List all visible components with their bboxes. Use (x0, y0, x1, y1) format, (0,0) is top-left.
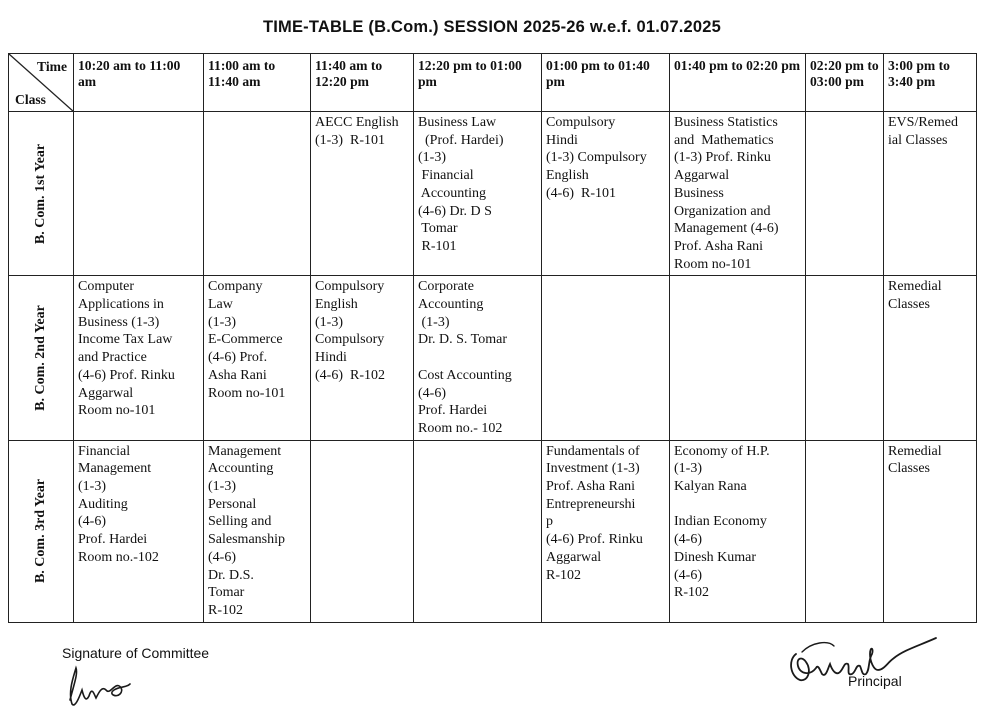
committee-signature (64, 664, 136, 710)
period-text: Computer Applications in Business (1-3) Income Tax Law and Practice (4-6) Prof. Rinku Aggarwal Room no-101 (78, 279, 175, 419)
period-cell (670, 112, 806, 276)
slot-header: 01:00 pm to 01:40 pm (542, 54, 670, 112)
period-text: Business Law (Prof. Hardei) (1-3) Financial Accounting (4-6) Dr. D S Tomar R-101 (418, 115, 504, 254)
corner-cell (9, 54, 74, 112)
period-cell (74, 276, 204, 440)
period-cell (311, 276, 414, 440)
period-text: Remedial Classes (888, 443, 942, 477)
document-title: TIME-TABLE (B.Com.) SESSION 2025-26 w.e.f. 01.07.2025 (262, 18, 722, 36)
period-text: Fundamentals of Investment (1-3) Prof. Asha Rani Entrepreneurshi p (4-6) Prof. Rinku Aggarwal R-102 (546, 443, 643, 583)
period-cell (204, 112, 311, 276)
period-cell (542, 440, 670, 622)
corner-class-label: Class (15, 92, 46, 107)
class-label-cell (9, 112, 74, 276)
class-row-2nd-year (9, 276, 977, 440)
period-text: Financial Management (1-3) Auditing (4-6) Prof. Hardei Room no.-102 (78, 443, 159, 565)
period-cell (542, 112, 670, 276)
class-label: B. Com. 3rd Year (33, 479, 49, 584)
period-cell (204, 440, 311, 622)
period-cell (670, 440, 806, 622)
slot-header: 12:20 pm to 01:00 pm (414, 54, 542, 112)
class-label-cell (9, 440, 74, 622)
committee-signature-label: Signature of Committee (62, 645, 210, 661)
slot-header: 10:20 am to 11:00 am (74, 54, 204, 112)
period-cell (74, 440, 204, 622)
header-row (9, 54, 977, 112)
timetable (8, 53, 977, 623)
period-cell (311, 112, 414, 276)
period-text: Business Statistics and Mathematics (1-3) Prof. Rinku Aggarwal Business Organization and Management (4-6) Prof. Asha Rani Room no-101 (674, 115, 779, 272)
period-text: AECC English (1-3) R-101 (315, 115, 399, 148)
period-cell (311, 440, 414, 622)
class-row-1st-year (9, 112, 977, 276)
period-text: Corporate Accounting (1-3) Dr. D. S. Tomar Cost Accounting (4-6) Prof. Hardei Room no.- 102 (418, 279, 512, 436)
period-cell (884, 440, 977, 622)
slot-header: 11:40 am to 12:20 pm (311, 54, 414, 112)
period-text: Company Law (1-3) E-Commerce (4-6) Prof. Asha Rani Room no-101 (208, 279, 286, 401)
class-label-cell (9, 276, 74, 440)
period-cell (414, 276, 542, 440)
class-row-3rd-year (9, 440, 977, 622)
period-cell (542, 276, 670, 440)
period-text: EVS/Remed ial Classes (888, 115, 958, 148)
period-cell (806, 112, 884, 276)
period-cell (806, 276, 884, 440)
period-cell (414, 440, 542, 622)
period-text: Remedial Classes (888, 279, 942, 313)
period-cell (414, 112, 542, 276)
class-label: B. Com. 2nd Year (33, 305, 49, 411)
class-label: B. Com. 1st Year (33, 143, 49, 244)
period-cell (884, 112, 977, 276)
period-cell (204, 276, 311, 440)
period-text: Compulsory English (1-3) Compulsory Hindi (4-6) R-102 (315, 279, 385, 383)
period-cell (806, 440, 884, 622)
period-text: Economy of H.P. (1-3) Kalyan Rana Indian Economy (4-6) Dinesh Kumar (4-6) R-102 (674, 443, 770, 601)
slot-header: 11:00 am to 11:40 am (204, 54, 311, 112)
slot-header: 01:40 pm to 02:20 pm (670, 54, 806, 112)
corner-time-label: Time (37, 59, 67, 74)
period-cell (74, 112, 204, 276)
period-text: Management Accounting (1-3) Personal Selling and Salesmanship (4-6) Dr. D.S. Tomar R-102 (208, 443, 285, 618)
period-cell (884, 276, 977, 440)
slot-header: 3:00 pm to 3:40 pm (884, 54, 977, 112)
principal-label: Principal (848, 673, 902, 689)
slot-header: 02:20 pm to 03:00 pm (806, 54, 884, 112)
period-text: Compulsory Hindi (1-3) Compulsory English (4-6) R-101 (546, 115, 647, 201)
period-cell (670, 276, 806, 440)
